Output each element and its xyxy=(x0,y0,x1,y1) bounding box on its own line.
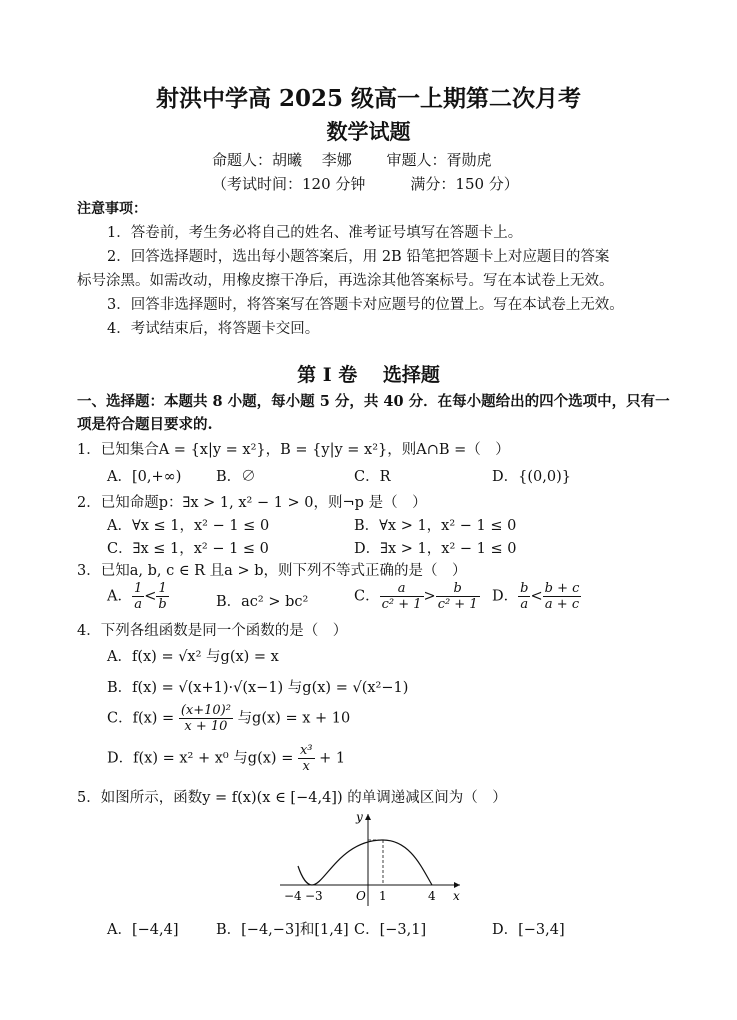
exam-authors: 命题人：胡曦 李娜 审题人：胥勋虎 xyxy=(212,151,492,169)
q3-d-op: < xyxy=(530,588,543,605)
q3-c-num2: b xyxy=(436,581,480,597)
q4-d-label: D．f(x) = x² + x⁰ 与g(x) = xyxy=(107,750,294,767)
section-instruction-2: 项是符合题目要求的. xyxy=(77,416,213,433)
q3-c-label: C． xyxy=(354,588,380,605)
q3-a-op: < xyxy=(144,588,157,605)
q5-stem: 5．如图所示，函数y = f(x)(x ∈ [−4,4]) 的单调递减区间为（ ） xyxy=(77,790,507,806)
exam-time-info: （考试时间：120 分钟 满分：150 分） xyxy=(212,175,519,193)
q3-d-num1: b xyxy=(520,581,529,596)
q5-option-c: C．[−3,1] xyxy=(354,922,427,938)
q2-option-c: C．∃x ≤ 1，x² − 1 ≤ 0 xyxy=(107,541,269,557)
note-item-2: 2．回答选择题时，选出每小题答案后，用 2B 铅笔把答题卡上对应题目的答案 xyxy=(107,249,610,265)
note-item-3: 3．回答非选择题时，将答案写在答题卡对应题号的位置上。写在本试卷上无效。 xyxy=(107,297,624,313)
q3-c-den1: c² + 1 xyxy=(381,597,422,612)
q3-stem: 3．已知a, b, c ∈ R 且a > b，则下列不等式正确的是（ ） xyxy=(77,563,467,579)
q4-c-den: x + 10 xyxy=(184,719,228,734)
q3-option-a xyxy=(107,581,169,612)
note-item-1: 1．答卷前，考生务必将自己的姓名、准考证号填写在答题卡上。 xyxy=(107,225,523,241)
q4-c-label: C．f(x) = xyxy=(107,710,175,727)
exam-subject: 数学试题 xyxy=(326,119,411,144)
function-curve xyxy=(298,840,432,885)
q3-a-den2: b xyxy=(158,597,167,612)
q3-d-label: D． xyxy=(492,588,519,605)
q3-option-c xyxy=(354,581,480,612)
q4-stem: 4．下列各组函数是同一个函数的是（ ） xyxy=(77,623,348,639)
q3-a-num1: 1 xyxy=(133,581,143,596)
axis-x-label: x xyxy=(453,889,460,903)
q3-c-op: > xyxy=(423,588,436,605)
note-item-4: 4．考试结束后，将答题卡交回。 xyxy=(107,321,320,337)
q3-a-num2: 1 xyxy=(156,581,168,597)
q2-stem: 2．已知命题p：∃x > 1, x² − 1 > 0，则¬p 是（ ） xyxy=(77,495,427,511)
q3-c-num1: a xyxy=(380,581,424,597)
q1-option-c: C．R xyxy=(354,469,391,485)
q1-option-b: B．∅ xyxy=(216,469,256,485)
axis-y-label: y xyxy=(356,810,363,824)
q1-stem: 1．已知集合A = {x|y = x²}，B = {y|y = x²}，则A∩B =（ ） xyxy=(77,442,510,458)
q5-option-a: A．[−4,4] xyxy=(107,922,179,938)
q5-function-graph xyxy=(270,808,470,908)
q3-a-label: A． xyxy=(107,588,132,605)
q4-option-b: B．f(x) = √(x+1)·√(x−1) 与g(x) = √(x²−1) xyxy=(107,680,409,696)
section-instruction-1: 一、选择题：本题共 8 小题，每小题 5 分，共 40 分．在每小题给出的四个选项中，只有一 xyxy=(77,393,670,410)
tick-label-neg3: −3 xyxy=(305,889,323,903)
q5-option-b: B．[−4,−3]和[1,4] xyxy=(216,922,349,938)
section-title: 第 I 卷 选择题 xyxy=(297,364,440,386)
exam-title: 射洪中学高 2025 级高一上期第二次月考 xyxy=(155,85,582,112)
q4-d-den: x xyxy=(302,759,310,774)
q1-option-a: A．[0,+∞) xyxy=(107,469,182,485)
q3-option-d xyxy=(492,581,581,612)
tick-label-1: 1 xyxy=(379,889,387,903)
note-item-2-cont: 标号涂黑。如需改动，用橡皮擦干净后，再选涂其他答案标号。写在本试卷上无效。 xyxy=(77,273,614,289)
q3-a-den1: a xyxy=(134,597,142,612)
q4-option-a: A．f(x) = √x² 与g(x) = x xyxy=(107,649,279,665)
q4-c-num: (x+10)² xyxy=(180,703,231,718)
q2-option-a: A．∀x ≤ 1，x² − 1 ≤ 0 xyxy=(107,518,270,534)
q4-option-c xyxy=(107,703,350,734)
notes-heading: 注意事项： xyxy=(77,201,147,217)
q2-option-b: B．∀x > 1，x² − 1 ≤ 0 xyxy=(354,518,517,534)
q3-d-num2: b + c xyxy=(544,581,580,596)
tick-label-4: 4 xyxy=(428,889,436,903)
q5-option-d: D．[−3,4] xyxy=(492,922,565,938)
q3-option-b: B．ac² > bc² xyxy=(216,594,309,610)
q4-option-d xyxy=(107,743,345,774)
q4-d-tail: + 1 xyxy=(319,750,346,767)
tick-label-neg4: −4 xyxy=(284,889,302,903)
q1-option-d: D．{(0,0)} xyxy=(492,469,571,485)
origin-label: O xyxy=(356,889,366,903)
q4-d-num: x³ xyxy=(299,743,313,758)
q3-c-den2: c² + 1 xyxy=(437,597,478,612)
q3-d-den2: a + c xyxy=(544,597,580,612)
q3-d-den1: a xyxy=(520,597,529,612)
q4-c-tail: 与g(x) = x + 10 xyxy=(237,710,351,727)
q2-option-d: D．∃x > 1，x² − 1 ≤ 0 xyxy=(354,541,517,557)
